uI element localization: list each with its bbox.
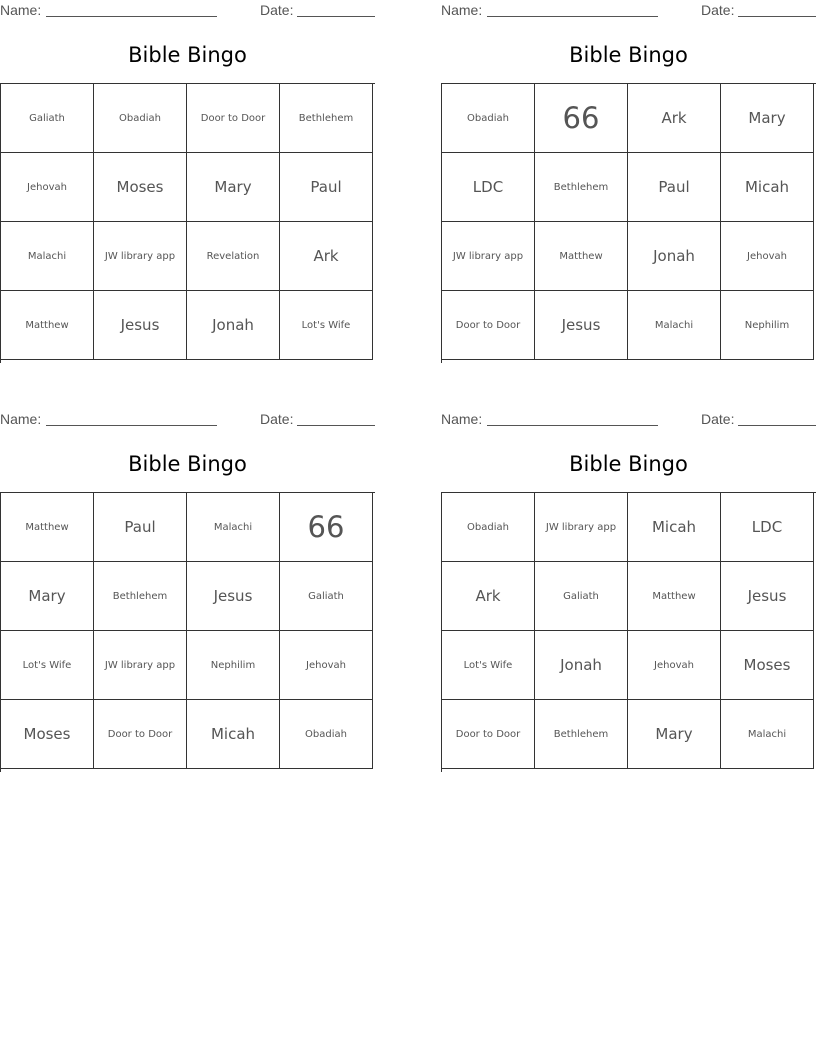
bingo-cell: Obadiah [442,493,535,562]
name-blank-line [487,425,658,426]
name-date-row [441,411,816,429]
date-blank-line [738,16,816,17]
bingo-cell: Door to Door [187,84,280,153]
bingo-cell: Jonah [628,222,721,291]
bingo-cell: Galiath [280,562,373,631]
bingo-cell: Door to Door [94,700,187,769]
bingo-cell: 66 [535,84,628,153]
bingo-cell: Ark [280,222,373,291]
name-label: Name: [0,2,42,18]
bingo-cell: Mary [187,153,280,222]
date-label: Date: [701,411,735,427]
bingo-cell: Moses [1,700,94,769]
bingo-cell: Jesus [187,562,280,631]
bingo-cell: Bethlehem [535,700,628,769]
name-label: Name: [0,411,42,427]
bingo-cell: Malachi [187,493,280,562]
bingo-cell: Matthew [535,222,628,291]
bingo-cell: Ark [628,84,721,153]
bingo-cell: Door to Door [442,291,535,360]
bingo-cell: LDC [721,493,814,562]
bingo-cell: JW library app [442,222,535,291]
date-label: Date: [701,2,735,18]
name-date-row [441,2,816,20]
name-label: Name: [441,2,483,18]
card-title: Bible Bingo [128,452,247,476]
bingo-cell: Lot's Wife [1,631,94,700]
bingo-cell: JW library app [535,493,628,562]
bingo-cell: Nephilim [721,291,814,360]
bingo-cell: Paul [280,153,373,222]
bingo-cell: Revelation [187,222,280,291]
name-date-row [0,411,375,429]
bingo-cell: JW library app [94,631,187,700]
bingo-card-3 [0,409,375,774]
bingo-cell: Obadiah [442,84,535,153]
bingo-grid [0,83,375,363]
bingo-cell: JW library app [94,222,187,291]
bingo-cell: Jehovah [721,222,814,291]
date-blank-line [738,425,816,426]
date-blank-line [297,16,375,17]
bingo-cell: Micah [187,700,280,769]
bingo-cell: Lot's Wife [442,631,535,700]
bingo-grid [441,83,816,363]
name-date-row [0,2,375,20]
bingo-cell: Mary [721,84,814,153]
bingo-cell: Matthew [1,291,94,360]
bingo-cell: Matthew [1,493,94,562]
bingo-cell: Matthew [628,562,721,631]
name-blank-line [46,16,217,17]
bingo-card-1 [0,0,375,365]
bingo-cell: Mary [1,562,94,631]
bingo-cell: Bethlehem [535,153,628,222]
bingo-cell: Malachi [1,222,94,291]
bingo-cell: Moses [721,631,814,700]
bingo-grid [0,492,375,772]
bingo-card-2 [441,0,816,365]
bingo-cell: Bethlehem [94,562,187,631]
bingo-cell: Jesus [94,291,187,360]
bingo-cell: Jonah [187,291,280,360]
bingo-card-4 [441,409,816,774]
bingo-cell: Lot's Wife [280,291,373,360]
bingo-cell: Jehovah [628,631,721,700]
name-blank-line [46,425,217,426]
bingo-cell: Bethlehem [280,84,373,153]
bingo-grid [441,492,816,772]
bingo-cell: Door to Door [442,700,535,769]
bingo-cell: Mary [628,700,721,769]
card-title: Bible Bingo [569,452,688,476]
bingo-cell: Galiath [535,562,628,631]
bingo-cell: Obadiah [280,700,373,769]
bingo-cell: Galiath [1,84,94,153]
name-label: Name: [441,411,483,427]
bingo-cell: Jesus [535,291,628,360]
bingo-cell: Malachi [628,291,721,360]
bingo-cell: Jesus [721,562,814,631]
date-label: Date: [260,2,294,18]
bingo-cell: Micah [628,493,721,562]
bingo-cell: Jehovah [1,153,94,222]
bingo-cell: Obadiah [94,84,187,153]
bingo-cell: Paul [94,493,187,562]
card-title: Bible Bingo [569,43,688,67]
bingo-cell: Jonah [535,631,628,700]
bingo-cell: Nephilim [187,631,280,700]
bingo-cell: Moses [94,153,187,222]
bingo-cell: Jehovah [280,631,373,700]
card-title: Bible Bingo [128,43,247,67]
bingo-cell: Malachi [721,700,814,769]
bingo-cell: Ark [442,562,535,631]
bingo-cell: 66 [280,493,373,562]
date-blank-line [297,425,375,426]
bingo-cell: Micah [721,153,814,222]
date-label: Date: [260,411,294,427]
bingo-cell: LDC [442,153,535,222]
name-blank-line [487,16,658,17]
bingo-cell: Paul [628,153,721,222]
